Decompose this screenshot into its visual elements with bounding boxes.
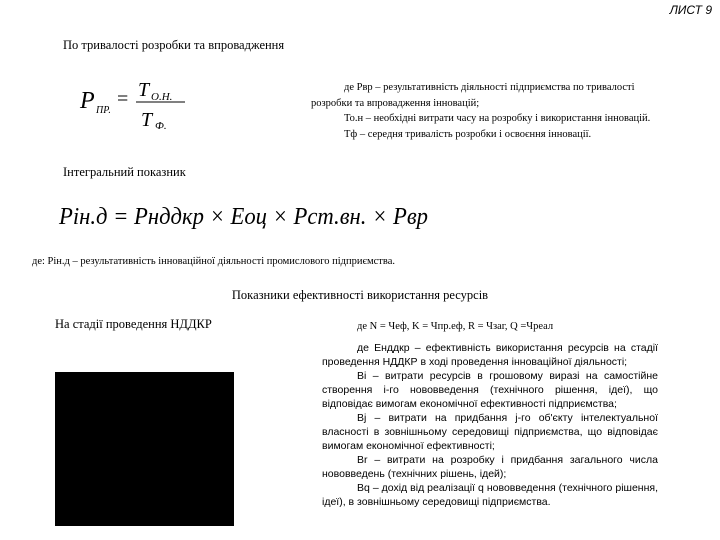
formula1-equals: =: [117, 88, 129, 110]
page-label: ЛИСТ 9: [669, 3, 712, 17]
definition-line: де Pвр – результативність діяльності підприємства по тривалості: [344, 82, 635, 93]
formula2-text: Pін.д = Pнддкр × Eоц × Pст.вн. × Pвр: [58, 204, 429, 230]
formula-integral: [58, 204, 428, 230]
resource-variables-line: де N = Чеф, K = Чпр.еф, R = Чзаг, Q =Чреал: [357, 321, 554, 332]
definition-integral: де: Рін.д – результативність інноваційної діяльності промислового підприємства.: [32, 256, 395, 267]
formula1-numerator-main: T: [138, 79, 150, 101]
formula-duration: [79, 79, 185, 132]
section-heading-integral: Інтегральний показник: [63, 165, 186, 179]
resource-definitions: [322, 341, 658, 509]
formula1-denominator-main: T: [141, 109, 153, 131]
definitions-duration: [311, 80, 711, 142]
paragraph: Вj – витрати на придбання j-го об'єкту інтелектуальної власності в зовнішньому середовищі підприємства, що відповідає вимогам економічної ефективності;: [322, 412, 658, 452]
formula1-lhs-sub: ПР.: [96, 105, 111, 116]
paragraph: Вq – дохід від реалізації q нововведення (технічного рішення, ідеї), в зовнішньому середовищі підприємства.: [322, 482, 658, 508]
paragraph: Вr – витрати на розробку і придбання загального числа нововведень (технічних рішень, ідей);: [322, 454, 658, 480]
formula-image-placeholder: [55, 372, 234, 526]
definition-line: То.н – необхідні витрати часу на розробку і використання інновацій.: [344, 113, 651, 124]
definition-line: розробки та впровадження інновацій;: [311, 97, 480, 109]
paragraph: де Eнддкр – ефективність використання ресурсів на стадії проведення НДДКР в ході проведення інноваційної діяльності;: [322, 342, 658, 368]
subheading-rnd-stage: На стадії проведення НДДКР: [55, 317, 212, 331]
formula1-denominator-sub: Ф.: [155, 120, 167, 132]
section-heading-duration: По тривалості розробки та впровадження: [63, 38, 285, 52]
paragraph: Вi – витрати ресурсів в грошовому виразі на самостійне створення i-го нововведення (технічного рішення, ідеї), що відповідає вимогам економічної ефективності підприємства;: [322, 370, 658, 410]
formula1-lhs-main: P: [80, 88, 95, 114]
definition-line: Тф – середня тривалість розробки і освоєння інновації.: [344, 128, 592, 140]
section-heading-resources: Показники ефективності використання ресурсів: [231, 288, 489, 302]
formula1-numerator-sub: О.Н.: [151, 91, 173, 103]
